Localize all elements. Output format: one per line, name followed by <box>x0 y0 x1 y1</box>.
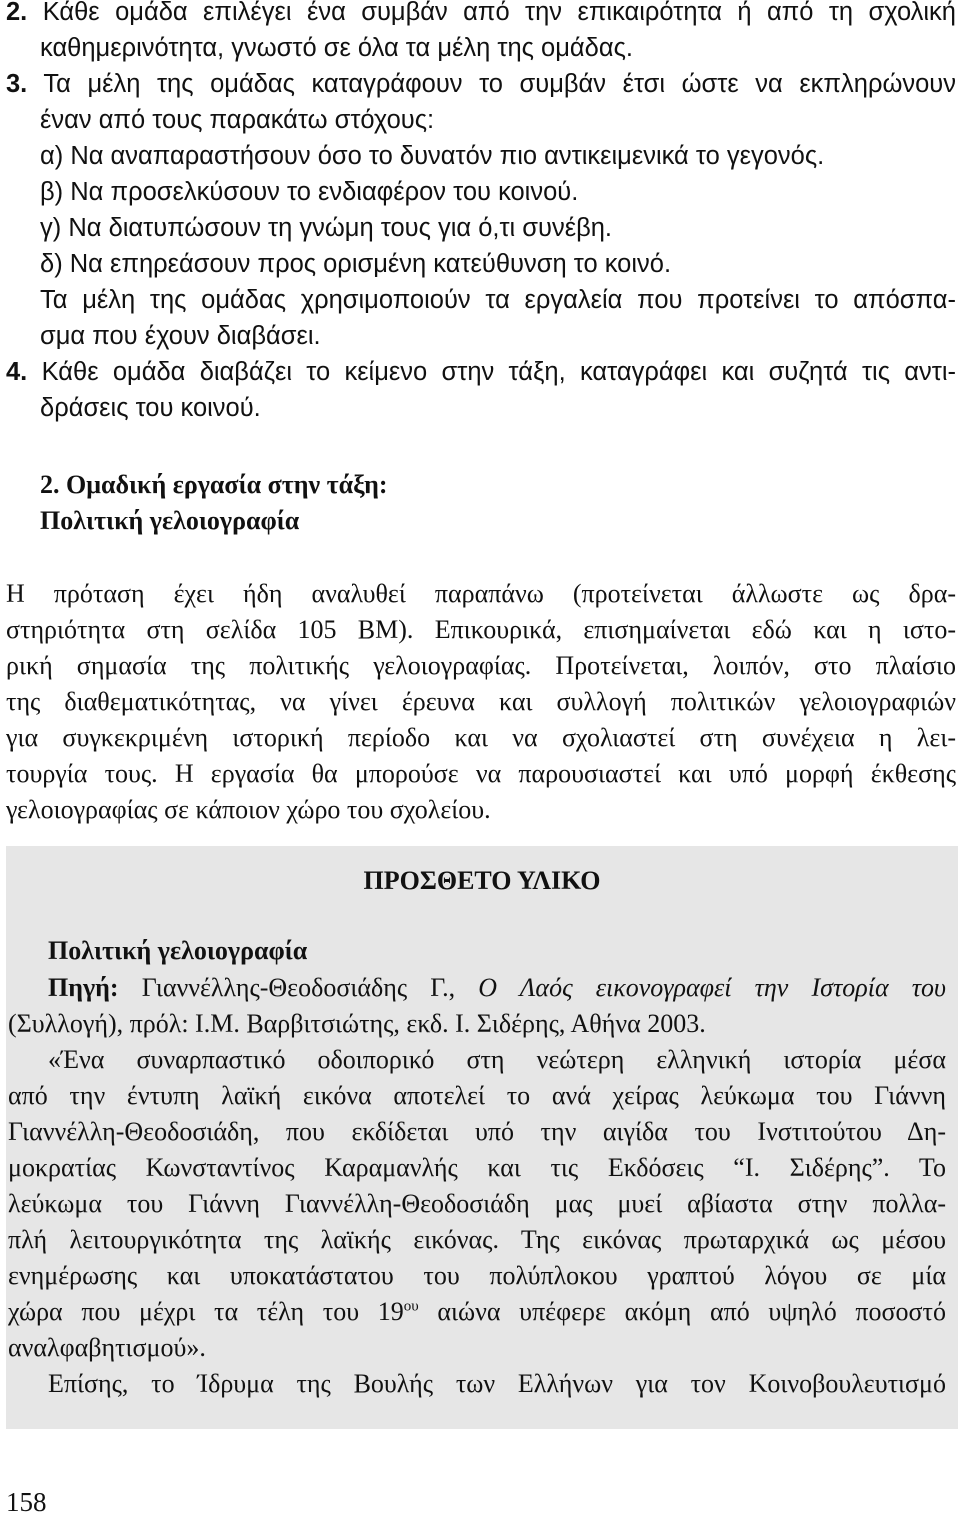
para-line: της διαθεματικότητας, να γίνει έρευνα και συλλογή πολιτικών γελοιογραφιών <box>6 687 956 716</box>
para-line: στηριότητα στη σελίδα 105 ΒΜ). Επικουρικά, επισημαίνεται εδώ και η ιστο- <box>6 615 956 644</box>
box-title: ΠΡΟΣΘΕΤΟ ΥΛΙΚΟ <box>363 866 601 895</box>
step-number: 3. <box>6 70 28 98</box>
step-3-line-1 <box>6 66 956 102</box>
section-subheading: Πολιτική γελοιογραφία <box>40 506 300 535</box>
quote-text: χώρα που μέχρι τα τέλη του 19 <box>8 1297 404 1326</box>
tools-line-1: Τα μέλη της ομάδας χρησιμοποιούν τα εργαλεία που προτείνει το απόσπα- <box>40 286 956 314</box>
quote-line: από την έντυπη λαϊκή εικόνα αποτελεί το ανά χείρας λεύκωμα του Γιάννη <box>8 1081 946 1110</box>
step-text: Κάθε ομάδα διαβάζει το κείμενο στην τάξη, καταγράφει και συζητά τις αντι- <box>41 358 956 386</box>
para-line: για συγκεκριμένη ιστορική περίοδο και να σχολιαστεί στη συνέχεια η λει- <box>6 723 956 752</box>
para-line: Η πρόταση έχει ήδη αναλυθεί παραπάνω (προτείνεται άλλωστε ως δρα- <box>6 579 956 608</box>
source-line-1 <box>48 970 946 1006</box>
additional-material-box <box>6 846 958 1429</box>
source-label: Πηγή: <box>48 973 119 1002</box>
source-author: Γιαννέλλης-Θεοδοσιάδης Γ., <box>118 973 479 1002</box>
step-number: 2. <box>6 0 28 26</box>
quote-line: λεύκωμα του Γιάννη Γιαννέλλη-Θεοδοσιάδη μας μυεί αβίαστα στην πολλα- <box>8 1189 946 1218</box>
page-number: 158 <box>6 1487 47 1517</box>
quote-line: Γιαννέλλη-Θεοδοσιάδη, που εκδίδεται υπό την αιγίδα του Ινστιτούτου Δη- <box>8 1117 946 1146</box>
step-3-line-2: έναν από τους παρακάτω στόχους: <box>40 106 435 134</box>
para-line: ρική σημασία της πολιτικής γελοιογραφίας. Προτείνεται, λοιπόν, στο πλαίσιο <box>6 651 956 680</box>
quote-text: αιώνα υπέφερε ακόμη από υψηλό ποσοστό <box>418 1297 946 1326</box>
step-2-line-2: καθημερινότητα, γνωστό σε όλα τα μέλη της ομάδας. <box>40 34 633 62</box>
quote-line: ενημέρωσης και υποκατάστατου του πολύπλοκου γραπτού λόγου σε μία <box>8 1261 946 1290</box>
source-book-title: Ο Λαός εικονογραφεί την Ιστορία του <box>478 973 946 1002</box>
quote-line: πλή λειτουργικότητα της λαϊκής εικόνας. Της εικόνας πρωταρχικά ως μέσου <box>8 1225 946 1254</box>
para-line: γελοιογραφίας σε κάποιον χώρο του σχολείου. <box>6 795 491 824</box>
goal-c: γ) Να διατυπώσουν τη γνώμη τους για ό,τι συνέβη. <box>40 214 613 242</box>
tools-line-2: σμα που έχουν διαβάσει. <box>40 322 321 350</box>
box-last-line: Επίσης, το Ίδρυμα της Βουλής των Ελλήνων για τον Κοινοβουλευτισμό <box>48 1369 946 1398</box>
quote-line: «Ένα συναρπαστικό οδοιπορικό στη νεώτερη ελληνική ιστορία μέσα <box>48 1045 946 1074</box>
step-4-line-2: δράσεις του κοινού. <box>40 394 261 422</box>
step-2-line-1 <box>6 0 956 30</box>
step-text: Τα μέλη της ομάδας καταγράφουν το συμβάν έτσι ώστε να εκπληρώνουν <box>43 70 957 98</box>
step-number: 4. <box>6 358 28 386</box>
goal-d: δ) Να επηρεάσουν προς ορισμένη κατεύθυνση το κοινό. <box>40 250 672 278</box>
step-text: Κάθε ομάδα επιλέγει ένα συμβάν από την επικαιρότητα ή από τη σχολική <box>42 0 956 26</box>
goal-a: α) Να αναπαραστήσουν όσο το δυνατόν πιο αντικειμενικά το γεγονός. <box>40 142 825 170</box>
source-line-2: (Συλλογή), πρόλ: Ι.Μ. Βαρβιτσιώτης, εκδ. Ι. Σιδέρης, Αθήνα 2003. <box>8 1009 706 1038</box>
section-heading: 2. Ομαδική εργασία στην τάξη: <box>40 470 388 499</box>
ordinal-superscript: ου <box>403 1298 419 1315</box>
quote-line: αναλφαβητισμού». <box>8 1333 206 1362</box>
goal-b: β) Να προσελκύσουν το ενδιαφέρον του κοινού. <box>40 178 579 206</box>
box-subtitle: Πολιτική γελοιογραφία <box>48 936 308 965</box>
quote-line: μοκρατίας Κωνσταντίνος Καραμανλής και τις Εκδόσεις “Ι. Σιδέρης”. Το <box>8 1153 946 1182</box>
quote-line-century <box>8 1294 946 1330</box>
step-4-line-1 <box>6 354 956 390</box>
para-line: τουργία τους. Η εργασία θα μπορούσε να παρουσιαστεί και υπό μορφή έκθεσης <box>6 759 956 788</box>
